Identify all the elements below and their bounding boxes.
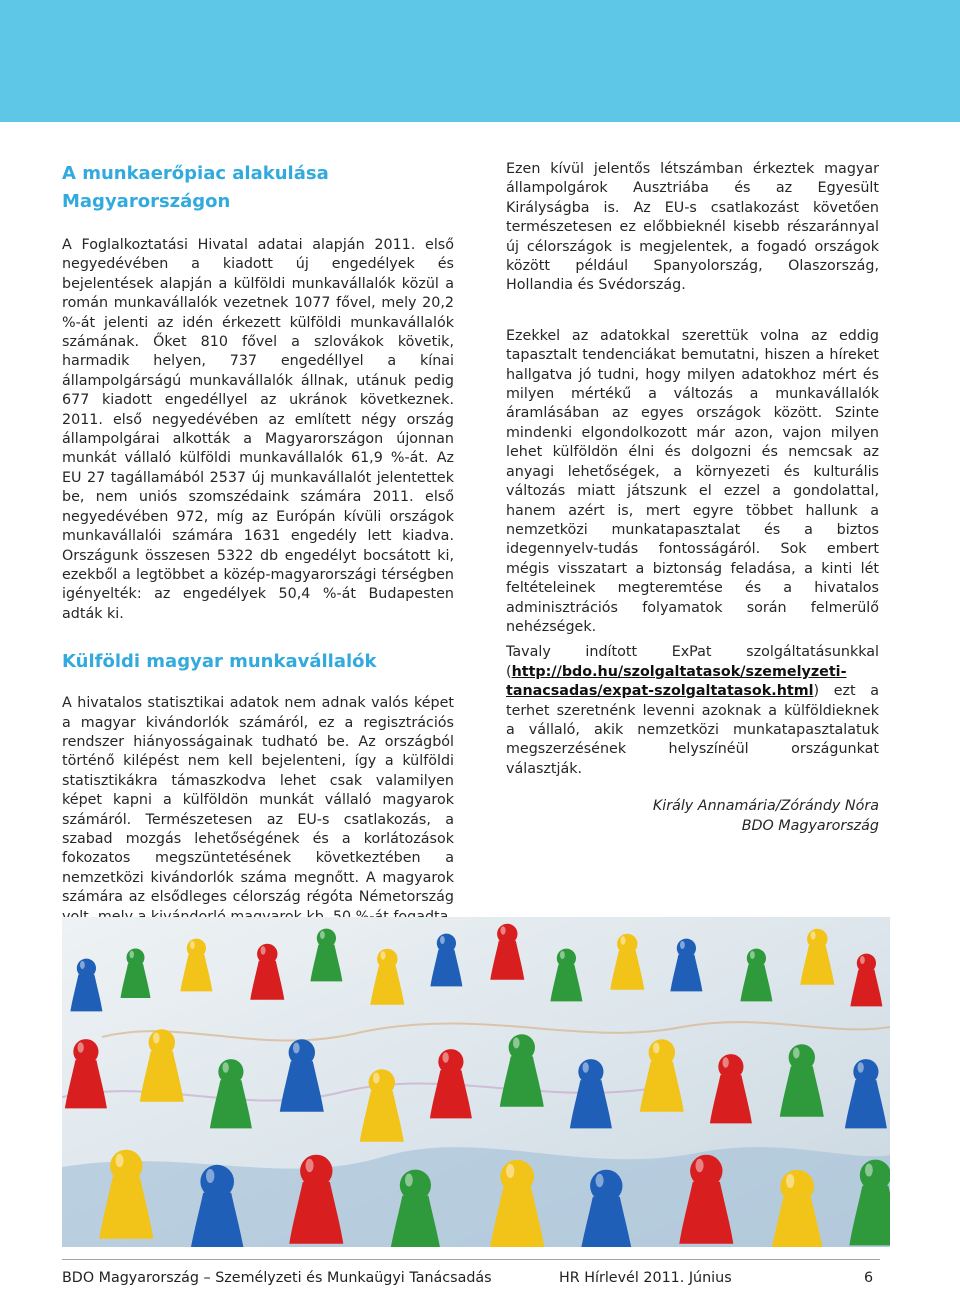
section-heading-hungarian-workers-abroad: Külföldi magyar munkavállalók xyxy=(62,651,377,673)
section-heading-labor-market: A munkaerőpiac alakulása Magyarországon xyxy=(62,163,329,212)
left-column xyxy=(62,160,454,927)
tendencies-paragraph: Ezekkel az adatokkal szerettük volna az eddig tapasztalt tendenciákat bemutatni, hiszen a híreket hallgatva jó tudni, hogy milyen adatokhoz mért és milyen mértékű a változás a munkavállalók áramlásában az egyes országok között. Szinte mindenki elgondolkozott már azon, vajon milyen lehet külföldön élni és dolgozni és nemcsak az anyagi lehetőségek, a környezeti és kulturális változás miatt játszunk el ezzel a gondolattal, hanem azért is, mert egyre többet hallunk a nemzetközi munkatapasztalat és a biztos idegennyelv-tudás fontosságáról. Sok embert mégis visszatart a biztonság feladása, a kinti lét feltételeinek megteremtése és a hivatalos adminisztrációs folyamatok során felmerülő nehézségek. xyxy=(506,327,879,635)
destination-countries-paragraph: Ezen kívül jelentős létszámban érkeztek magyar állampolgárok Ausztriába és az Egyesült Királyságba is. Az EU-s csatlakozást követően természetesen ez előbbieknél kisebb részaránnyal új célországok is megjelentek, a fogadó országok között például Spanyolország, Olaszország, Hollandia és Svédország. xyxy=(506,161,879,294)
signature-company: BDO Magyarország xyxy=(741,817,879,834)
page-number: 6 xyxy=(864,1270,874,1286)
expat-text-before: Tavaly indított ExPat szolgáltatásunkkal ( xyxy=(506,644,879,680)
signature xyxy=(506,797,879,836)
signature-authors: Király Annamária/Zórándy Nóra xyxy=(652,798,879,815)
expat-service-link[interactable]: http://bdo.hu/szolgaltatasok/szemelyzeti-tanacsadas/expat-szolgaltatasok.html xyxy=(506,663,847,700)
footer-company: BDO Magyarország – Személyzeti és Munkaügyi Tanácsadás xyxy=(62,1270,492,1286)
labor-market-paragraph: A Foglalkoztatási Hivatal adatai alapján 2011. első negyedévében a kiadott új engedélyek és bejelentések alapján a külföldi munkavállalók közül a román munkavállalók vezetnek 1077 fővel, mely 20,2 %-át jelenti az idén érkezett külföldi munkavállalók számának. Őket 810 fővel a szlovákok követik, harmadik helyen, 737 engedéllyel a kínai állampolgárságú munkavállalók állnak, utánuk pedig 677 kiadott engedéllyel az ukránok következnek. 2011. első negyedévében az említett négy ország állampolgárai alkották a Magyarországon újonnan munkát vállaló külföldi munkavállalók 61,9 %-át. Az EU 27 tagállamából 2537 új munkavállalót jelentettek be, nem uniós szomszédaink számára 2011. első negyedévében 972, míg az Európán kívüli országok munkavállalói számára 1631 engedély lett kiadva. Országunk összesen 5322 db engedélyt bocsátott ki, ezekből a legtöbbet a közép-magyarországi térségben igényelték: az engedélyek 50,4 %-át Budapesten adták ki. xyxy=(62,237,454,622)
workers-abroad-paragraph: A hivatalos statisztikai adatok nem adnak valós képet a magyar kivándorlók számáról, ez a regisztrációs rendszer hiányosságainak tudható be. Az országból történő kilépést nem kell bejelenteni, így a külföldi statisztikákra támaszkodva lehet csak valamilyen képet kapni a külföldön munkát vállaló magyarok számáról. Természetesen az EU-s csatlakozás, a szabad mozgás lehetőségének és a korlátozások fokozatos megszüntetésének következtében a nemzetközi kivándorlók száma megnőtt. A magyarok számára az elsődleges célország régóta Németország xyxy=(62,695,454,906)
right-column xyxy=(506,160,879,836)
expat-text-after: ) ezt a terhet szeretnénk levenni azoknak a külföldieknek a vállaló, akik nemzetközi munkatapasztalatuk megszerzésének helyszínéül országunkat választják. xyxy=(506,683,879,777)
expat-service-paragraph xyxy=(506,643,879,779)
footer-newsletter: HR Hírlevél 2011. Június xyxy=(559,1270,732,1286)
game-pieces-on-map-photo xyxy=(62,917,890,1247)
header-color-band xyxy=(0,0,960,122)
footer-rule xyxy=(62,1259,880,1260)
